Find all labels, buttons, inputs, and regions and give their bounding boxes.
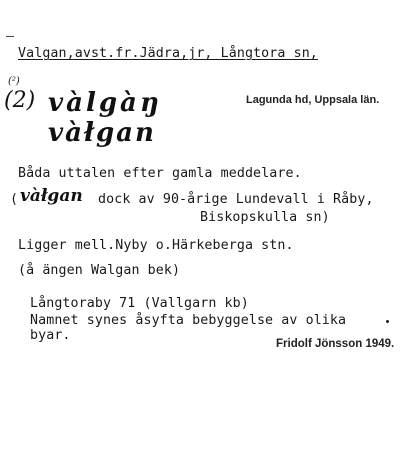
signature-stamp: Fridolf Jönsson 1949. bbox=[276, 338, 395, 350]
phonetic-form-2: vàłgan bbox=[48, 118, 156, 148]
entry-number-tick: (²) bbox=[8, 76, 20, 87]
text-line-5: (å ängen Walgan bek) bbox=[18, 263, 181, 278]
text-line-1: Båda uttalen efter gamla meddelare. bbox=[18, 166, 302, 181]
text-line-3: Biskopskulla sn) bbox=[200, 210, 330, 225]
ink-dot bbox=[386, 320, 389, 323]
phonetic-form-3: vàłgan bbox=[20, 186, 83, 206]
text-line-8: byar. bbox=[30, 328, 71, 343]
region-stamp: Lagunda hd, Uppsala län. bbox=[246, 94, 380, 106]
entry-number: (2) bbox=[4, 88, 36, 113]
text-line-6: Långtoraby 71 (Vallgarn kb) bbox=[30, 296, 249, 311]
text-line-2-prefix: ( bbox=[10, 192, 19, 207]
phonetic-form-1: vàlgàŋ bbox=[48, 88, 162, 118]
text-line-4: Ligger mell.Nyby o.Härkeberga stn. bbox=[18, 238, 294, 253]
corner-mark bbox=[6, 36, 14, 37]
text-line-2: dock av 90-årige Lundevall i Råby, bbox=[98, 192, 374, 207]
text-line-7: Namnet synes åsyfta bebyggelse av olika bbox=[30, 313, 347, 328]
card-header: Valgan,avst.fr.Jädra,jr, Långtora sn, bbox=[18, 46, 318, 61]
